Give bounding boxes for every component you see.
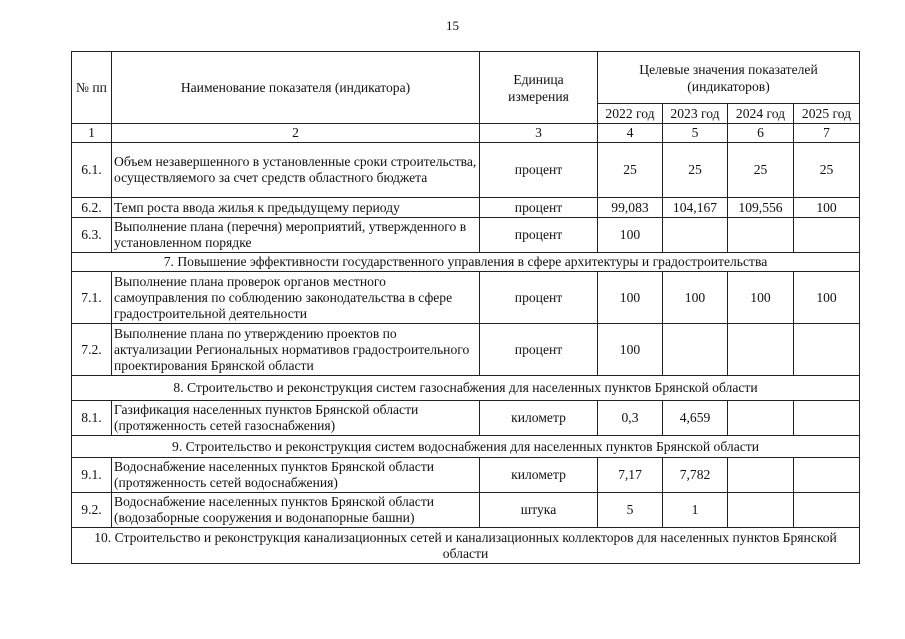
value-2022: 100 [598, 218, 663, 253]
value-2022: 99,083 [598, 198, 663, 218]
unit-cell: процент [480, 198, 598, 218]
value-2022: 100 [598, 272, 663, 324]
header-year: 2024 год [728, 104, 794, 124]
header-year: 2025 год [794, 104, 860, 124]
value-2024: 100 [728, 272, 794, 324]
indicator-row [72, 458, 860, 493]
value-2022: 100 [598, 324, 663, 376]
header-year: 2023 год [663, 104, 728, 124]
value-2025 [794, 458, 860, 493]
value-2024: 109,556 [728, 198, 794, 218]
value-2023 [663, 324, 728, 376]
row-number: 6.3. [72, 218, 112, 253]
indicator-row [72, 401, 860, 436]
indicator-row [72, 198, 860, 218]
column-numbers-row [72, 124, 860, 143]
indicator-name: Водоснабжение населенных пунктов Брянской области (водозаборные сооружения и водонапорные башни) [112, 493, 480, 528]
section-row [72, 528, 860, 564]
indicator-row [72, 143, 860, 198]
indicator-name: Объем незавершенного в установленные сроки строительства, осуществляемого за счет средств областного бюджета [112, 143, 480, 198]
unit-cell: километр [480, 458, 598, 493]
section-title: 9. Строительство и реконструкция систем водоснабжения для населенных пунктов Брянской области [72, 436, 860, 458]
value-2023: 25 [663, 143, 728, 198]
column-number: 7 [794, 124, 860, 143]
row-number: 7.2. [72, 324, 112, 376]
row-number: 6.1. [72, 143, 112, 198]
row-number: 6.2. [72, 198, 112, 218]
column-number: 4 [598, 124, 663, 143]
header-unit: Единица измерения [480, 52, 598, 124]
value-2024 [728, 324, 794, 376]
value-2023: 1 [663, 493, 728, 528]
header-name: Наименование показателя (индикатора) [112, 52, 480, 124]
column-number: 5 [663, 124, 728, 143]
header-row [72, 52, 860, 104]
value-2023: 4,659 [663, 401, 728, 436]
value-2022: 7,17 [598, 458, 663, 493]
page-number: 15 [446, 18, 459, 33]
unit-cell: процент [480, 324, 598, 376]
indicator-name: Выполнение плана по утверждению проектов по актуализации Региональных нормативов градостроительного проектирования Брянской области [112, 324, 480, 376]
column-number: 1 [72, 124, 112, 143]
value-2025 [794, 401, 860, 436]
indicator-name: Водоснабжение населенных пунктов Брянской области (протяженность сетей водоснабжения) [112, 458, 480, 493]
value-2024 [728, 493, 794, 528]
section-title: 7. Повышение эффективности государственного управления в сфере архитектуры и градостроительства [72, 253, 860, 272]
unit-cell: процент [480, 218, 598, 253]
value-2022: 0,3 [598, 401, 663, 436]
indicator-name: Выполнение плана (перечня) мероприятий, утвержденного в установленном порядке [112, 218, 480, 253]
value-2023: 7,782 [663, 458, 728, 493]
value-2025 [794, 324, 860, 376]
value-2023 [663, 218, 728, 253]
value-2025: 25 [794, 143, 860, 198]
value-2025 [794, 493, 860, 528]
value-2024 [728, 458, 794, 493]
value-2023: 104,167 [663, 198, 728, 218]
header-num: № пп [72, 52, 112, 124]
column-number: 2 [112, 124, 480, 143]
value-2024 [728, 218, 794, 253]
section-row [72, 253, 860, 272]
value-2024 [728, 401, 794, 436]
indicators-table [71, 51, 860, 564]
value-2025: 100 [794, 272, 860, 324]
section-title: 10. Строительство и реконструкция канализационных сетей и канализационных коллекторов для населенных пунктов Брянской области [72, 528, 860, 564]
indicator-row [72, 324, 860, 376]
value-2023: 100 [663, 272, 728, 324]
indicator-row [72, 272, 860, 324]
row-number: 8.1. [72, 401, 112, 436]
row-number: 9.1. [72, 458, 112, 493]
indicator-name: Газификация населенных пунктов Брянской области (протяженность сетей газоснабжения) [112, 401, 480, 436]
header-year: 2022 год [598, 104, 663, 124]
section-title: 8. Строительство и реконструкция систем газоснабжения для населенных пунктов Брянской области [72, 376, 860, 401]
row-number: 9.2. [72, 493, 112, 528]
value-2024: 25 [728, 143, 794, 198]
unit-cell: процент [480, 143, 598, 198]
column-number: 3 [480, 124, 598, 143]
indicator-name: Темп роста ввода жилья к предыдущему периоду [112, 198, 480, 218]
value-2025: 100 [794, 198, 860, 218]
section-row [72, 436, 860, 458]
value-2022: 25 [598, 143, 663, 198]
unit-cell: штука [480, 493, 598, 528]
column-number: 6 [728, 124, 794, 143]
row-number: 7.1. [72, 272, 112, 324]
indicator-name: Выполнение плана проверок органов местного самоуправления по соблюдению законодательства в сфере градостроительной деятельности [112, 272, 480, 324]
section-row [72, 376, 860, 401]
unit-cell: километр [480, 401, 598, 436]
value-2022: 5 [598, 493, 663, 528]
header-targets: Целевые значения показателей (индикаторов) [598, 52, 860, 104]
unit-cell: процент [480, 272, 598, 324]
indicator-row [72, 218, 860, 253]
indicator-row [72, 493, 860, 528]
value-2025 [794, 218, 860, 253]
